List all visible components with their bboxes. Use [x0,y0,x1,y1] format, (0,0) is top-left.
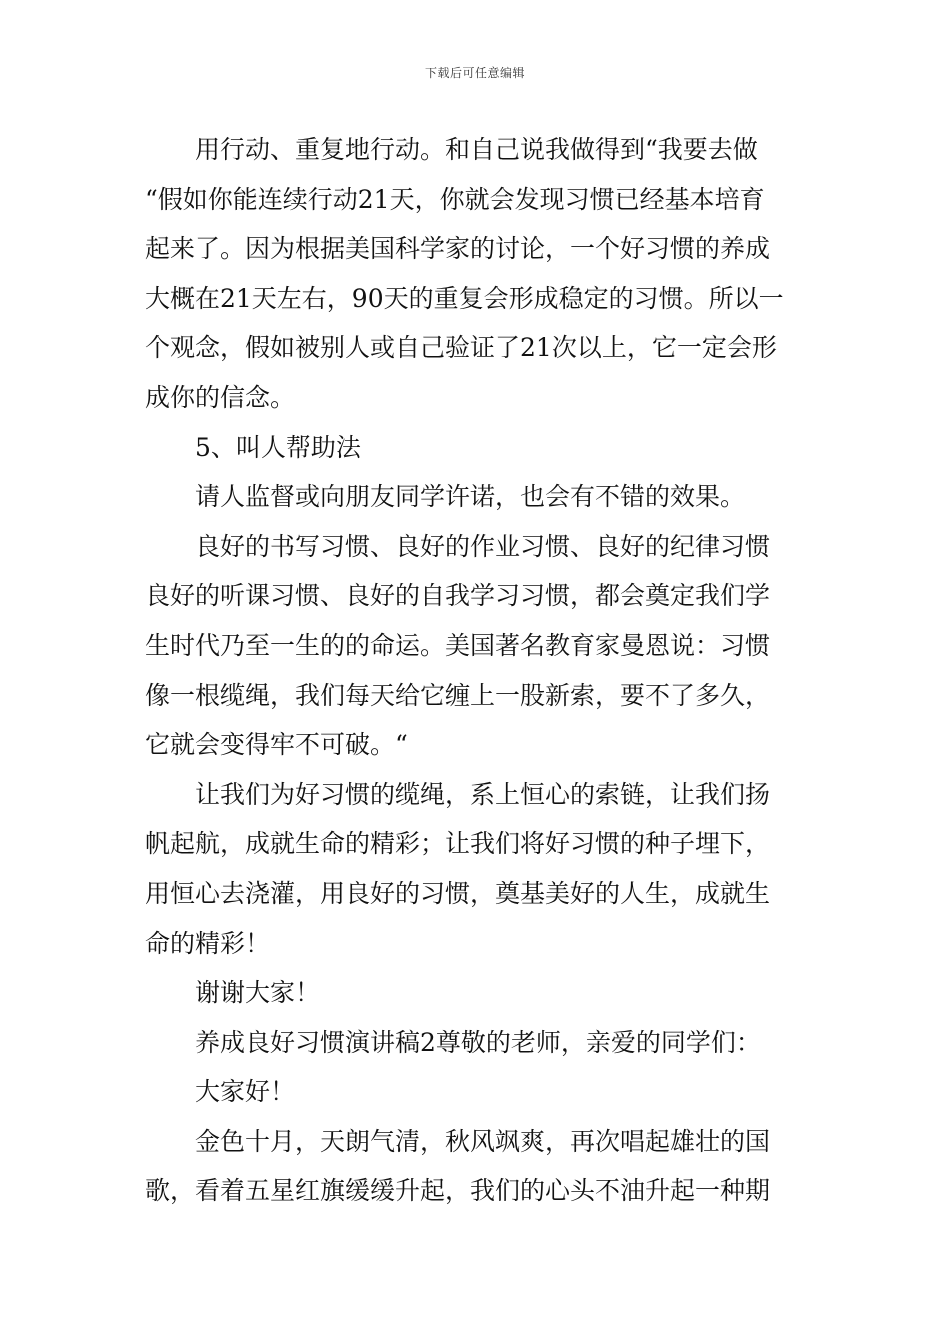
text-line: 良好的听课习惯、良好的自我学习习惯，都会奠定我们学 [145,581,771,611]
text-line: 个观念，假如被别人或自己验证了21次以上，它一定会形 [145,333,777,363]
text-line: 帆起航，成就生命的精彩；让我们将好习惯的种子埋下， [145,829,771,859]
page-header: 下载后可任意编辑 [424,66,525,80]
text-line: 生时代乃至一生的的命运。美国著名教育家曼恩说：习惯 [145,630,771,660]
text-line: 用恒心去浇灌，用良好的习惯，奠基美好的人生，成就生 [145,878,771,908]
text-line: 歌，看着五星红旗缓缓升起，我们的心头不油升起一种期 [145,1176,771,1206]
text-line: 谢谢大家！ [195,978,321,1008]
text-line: 金色十月，天朗气清，秋风飒爽，再次唱起雄壮的国 [195,1126,771,1156]
text-line: 大家好！ [195,1077,296,1107]
text-line: 大概在21天左右，90天的重复会形成稳定的习惯。所以一 [145,283,784,313]
text-line: “假如你能连续行动21天，你就会发现习惯已经基本培育 [145,184,765,214]
text-line: 养成良好习惯演讲稿2尊敬的老师，亲爱的同学们： [195,1027,761,1057]
text-line: 请人监督或向朋友同学许诺，也会有不错的效果。 [195,482,746,512]
text-line: 良好的书写习惯、良好的作业习惯、良好的纪律习惯 [195,531,771,561]
text-line: 5、叫人帮助法 [195,432,361,462]
text-line: 起来了。因为根据美国科学家的讨论，一个好习惯的养成 [145,234,771,264]
text-line: 用行动、重复地行动。和自己说我做得到“我要去做 [195,135,758,164]
text-line: 成你的信念。 [145,382,296,412]
text-line: 命的精彩！ [145,928,271,958]
document-body [145,125,805,1216]
text-line: 像一根缆绳，我们每天给它缠上一股新索，要不了多久， [145,680,771,710]
text-line: 让我们为好习惯的缆绳，系上恒心的索链，让我们扬 [195,779,771,809]
text-line: 它就会变得牢不可破。“ [145,730,408,760]
